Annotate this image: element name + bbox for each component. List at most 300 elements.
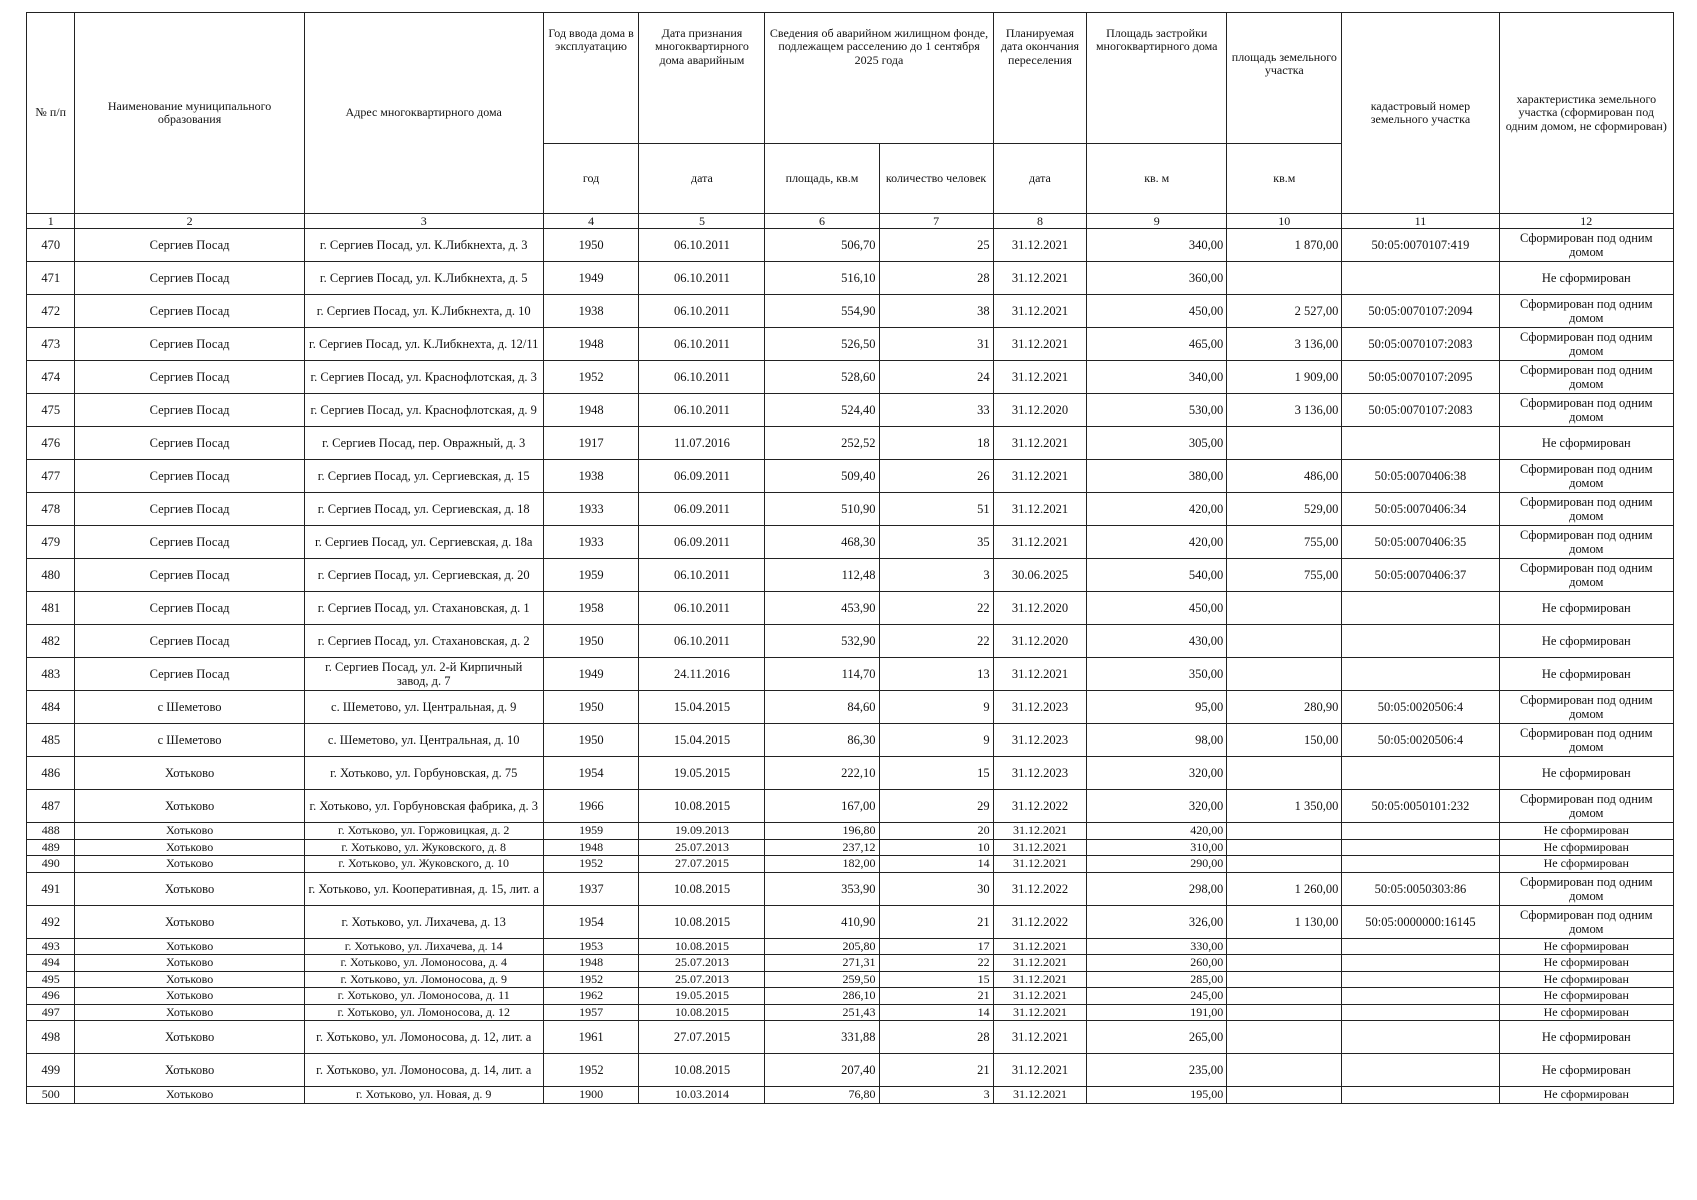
column-number: 4: [543, 214, 639, 229]
cell-area: 331,88: [765, 1021, 879, 1054]
cell-land-area: 1 909,00: [1227, 361, 1342, 394]
cell-cadastral-number: [1342, 1021, 1499, 1054]
cell-municipality: Хотьково: [75, 856, 304, 873]
table-row: [27, 526, 1674, 559]
column-number: 8: [993, 214, 1087, 229]
cell-address: г. Хотьково, ул. Ломоносова, д. 14, лит. а: [304, 1054, 543, 1087]
cell-building-area: 420,00: [1087, 823, 1227, 840]
cell-address: г. Хотьково, ул. Горбуновская, д. 75: [304, 757, 543, 790]
cell-area: 237,12: [765, 839, 879, 856]
header-emergency-fund: Сведения об аварийном жилищном фонде, подлежащем расселению до 1 сентября 2025 года: [765, 13, 993, 144]
cell-land-character: Сформирован под одним домом: [1499, 295, 1673, 328]
cell-land-character: Сформирован под одним домом: [1499, 328, 1673, 361]
cell-cadastral-number: [1342, 625, 1499, 658]
cell-address: г. Хотьково, ул. Новая, д. 9: [304, 1087, 543, 1104]
cell-people-count: 21: [879, 1054, 993, 1087]
cell-resettlement-end: 31.12.2021: [993, 938, 1087, 955]
cell-row-number: 490: [27, 856, 75, 873]
cell-resettlement-end: 31.12.2021: [993, 1021, 1087, 1054]
cell-year-built: 1949: [543, 658, 639, 691]
cell-people-count: 24: [879, 361, 993, 394]
cell-people-count: 15: [879, 757, 993, 790]
cell-land-area: [1227, 971, 1342, 988]
cell-emergency-date: 11.07.2016: [639, 427, 765, 460]
cell-people-count: 18: [879, 427, 993, 460]
cell-row-number: 500: [27, 1087, 75, 1104]
cell-address: г. Хотьково, ул. Жуковского, д. 10: [304, 856, 543, 873]
cell-row-number: 470: [27, 229, 75, 262]
cell-land-area: [1227, 757, 1342, 790]
cell-row-number: 484: [27, 691, 75, 724]
cell-cadastral-number: 50:05:0050101:232: [1342, 790, 1499, 823]
cell-emergency-date: 06.10.2011: [639, 229, 765, 262]
cell-address: г. Сергиев Посад, ул. Краснофлотская, д. 3: [304, 361, 543, 394]
cell-emergency-date: 25.07.2013: [639, 955, 765, 972]
cell-land-area: [1227, 625, 1342, 658]
cell-municipality: Хотьково: [75, 872, 304, 905]
cell-cadastral-number: [1342, 955, 1499, 972]
cell-emergency-date: 06.10.2011: [639, 625, 765, 658]
cell-row-number: 499: [27, 1054, 75, 1087]
cell-land-area: 1 870,00: [1227, 229, 1342, 262]
cell-year-built: 1950: [543, 625, 639, 658]
cell-row-number: 480: [27, 559, 75, 592]
cell-area: 286,10: [765, 988, 879, 1005]
table-row: [27, 1004, 1674, 1021]
cell-year-built: 1954: [543, 905, 639, 938]
cell-land-area: [1227, 658, 1342, 691]
cell-building-area: 320,00: [1087, 790, 1227, 823]
cell-address: г. Хотьково, ул. Ломоносова, д. 4: [304, 955, 543, 972]
cell-building-area: 450,00: [1087, 592, 1227, 625]
cell-municipality: Сергиев Посад: [75, 394, 304, 427]
header-cadastral: кадастровый номер земельного участка: [1342, 13, 1499, 214]
cell-land-character: Не сформирован: [1499, 625, 1673, 658]
cell-municipality: Хотьково: [75, 839, 304, 856]
cell-resettlement-end: 31.12.2020: [993, 592, 1087, 625]
cell-year-built: 1948: [543, 328, 639, 361]
cell-municipality: Хотьково: [75, 955, 304, 972]
cell-address: г. Сергиев Посад, ул. К.Либкнехта, д. 10: [304, 295, 543, 328]
cell-building-area: 420,00: [1087, 526, 1227, 559]
cell-address: г. Хотьково, ул. Горбуновская фабрика, д. 3: [304, 790, 543, 823]
cell-building-area: 195,00: [1087, 1087, 1227, 1104]
cell-row-number: 489: [27, 839, 75, 856]
cell-resettlement-end: 31.12.2021: [993, 839, 1087, 856]
cell-resettlement-end: 30.06.2025: [993, 559, 1087, 592]
cell-land-area: 755,00: [1227, 526, 1342, 559]
cell-land-character: Не сформирован: [1499, 757, 1673, 790]
cell-land-area: 1 260,00: [1227, 872, 1342, 905]
cell-address: г. Сергиев Посад, ул. К.Либкнехта, д. 5: [304, 262, 543, 295]
cell-building-area: 245,00: [1087, 988, 1227, 1005]
table-body: [27, 229, 1674, 1104]
cell-area: 506,70: [765, 229, 879, 262]
cell-address: г. Сергиев Посад, ул. Сергиевская, д. 18: [304, 493, 543, 526]
cell-address: г. Сергиев Посад, ул. К.Либкнехта, д. 12/11: [304, 328, 543, 361]
table-row: [27, 427, 1674, 460]
cell-land-character: Сформирован под одним домом: [1499, 526, 1673, 559]
table-row: [27, 229, 1674, 262]
cell-people-count: 38: [879, 295, 993, 328]
subheader-year: год: [543, 144, 639, 214]
cell-resettlement-end: 31.12.2020: [993, 394, 1087, 427]
cell-year-built: 1938: [543, 460, 639, 493]
cell-people-count: 30: [879, 872, 993, 905]
cell-municipality: Хотьково: [75, 971, 304, 988]
cell-municipality: Хотьково: [75, 757, 304, 790]
cell-address: г. Хотьково, ул. Лихачева, д. 13: [304, 905, 543, 938]
cell-municipality: Сергиев Посад: [75, 559, 304, 592]
cell-building-area: 360,00: [1087, 262, 1227, 295]
cell-resettlement-end: 31.12.2021: [993, 658, 1087, 691]
header-no: № п/п: [27, 13, 75, 214]
cell-address: г. Сергиев Посад, ул. Сергиевская, д. 20: [304, 559, 543, 592]
cell-resettlement-end: 31.12.2021: [993, 955, 1087, 972]
cell-municipality: Хотьково: [75, 1004, 304, 1021]
column-number: 11: [1342, 214, 1499, 229]
table-row: [27, 988, 1674, 1005]
cell-year-built: 1948: [543, 394, 639, 427]
cell-land-area: 1 350,00: [1227, 790, 1342, 823]
cell-people-count: 10: [879, 839, 993, 856]
table-row: [27, 559, 1674, 592]
cell-building-area: 330,00: [1087, 938, 1227, 955]
cell-building-area: 260,00: [1087, 955, 1227, 972]
cell-municipality: Сергиев Посад: [75, 625, 304, 658]
cell-land-character: Сформирован под одним домом: [1499, 872, 1673, 905]
cell-emergency-date: 06.10.2011: [639, 592, 765, 625]
cell-people-count: 21: [879, 988, 993, 1005]
cell-land-area: 1 130,00: [1227, 905, 1342, 938]
cell-people-count: 28: [879, 1021, 993, 1054]
cell-municipality: Хотьково: [75, 905, 304, 938]
cell-area: 410,90: [765, 905, 879, 938]
cell-area: 205,80: [765, 938, 879, 955]
subheader-building-sqm: кв. м: [1087, 144, 1227, 214]
cell-people-count: 14: [879, 1004, 993, 1021]
cell-resettlement-end: 31.12.2021: [993, 295, 1087, 328]
cell-municipality: Сергиев Посад: [75, 229, 304, 262]
cell-building-area: 350,00: [1087, 658, 1227, 691]
cell-year-built: 1959: [543, 823, 639, 840]
header-resettlement-end: Планируемая дата окончания переселения: [993, 13, 1087, 144]
cell-cadastral-number: 50:05:0070406:38: [1342, 460, 1499, 493]
cell-land-area: [1227, 955, 1342, 972]
cell-land-character: Не сформирован: [1499, 262, 1673, 295]
subheader-end-date: дата: [993, 144, 1087, 214]
cell-area: 167,00: [765, 790, 879, 823]
cell-address: г. Сергиев Посад, ул. 2-й Кирпичный завод, д. 7: [304, 658, 543, 691]
cell-area: 86,30: [765, 724, 879, 757]
cell-year-built: 1950: [543, 724, 639, 757]
subheader-land-sqm: кв.м: [1227, 144, 1342, 214]
emergency-housing-table: [26, 12, 1674, 1104]
cell-cadastral-number: 50:05:0070406:35: [1342, 526, 1499, 559]
cell-people-count: 31: [879, 328, 993, 361]
cell-land-character: Сформирован под одним домом: [1499, 905, 1673, 938]
cell-address: г. Сергиев Посад, ул. Сергиевская, д. 18а: [304, 526, 543, 559]
cell-people-count: 22: [879, 592, 993, 625]
cell-year-built: 1959: [543, 559, 639, 592]
cell-row-number: 494: [27, 955, 75, 972]
cell-row-number: 492: [27, 905, 75, 938]
cell-land-character: Не сформирован: [1499, 988, 1673, 1005]
cell-year-built: 1933: [543, 526, 639, 559]
cell-year-built: 1938: [543, 295, 639, 328]
cell-municipality: Сергиев Посад: [75, 526, 304, 559]
cell-land-area: [1227, 938, 1342, 955]
cell-emergency-date: 19.09.2013: [639, 823, 765, 840]
cell-emergency-date: 06.09.2011: [639, 526, 765, 559]
cell-resettlement-end: 31.12.2023: [993, 691, 1087, 724]
cell-municipality: с Шеметово: [75, 724, 304, 757]
cell-municipality: Сергиев Посад: [75, 295, 304, 328]
cell-address: г. Хотьково, ул. Ломоносова, д. 12: [304, 1004, 543, 1021]
cell-municipality: Сергиев Посад: [75, 460, 304, 493]
table-row: [27, 905, 1674, 938]
cell-municipality: Хотьково: [75, 938, 304, 955]
cell-cadastral-number: [1342, 592, 1499, 625]
table-row: [27, 328, 1674, 361]
cell-land-area: 3 136,00: [1227, 394, 1342, 427]
cell-cadastral-number: [1342, 988, 1499, 1005]
cell-area: 259,50: [765, 971, 879, 988]
cell-resettlement-end: 31.12.2021: [993, 971, 1087, 988]
cell-land-area: 280,90: [1227, 691, 1342, 724]
subheader-date: дата: [639, 144, 765, 214]
cell-building-area: 298,00: [1087, 872, 1227, 905]
cell-land-area: [1227, 1021, 1342, 1054]
cell-area: 251,43: [765, 1004, 879, 1021]
cell-resettlement-end: 31.12.2023: [993, 757, 1087, 790]
cell-emergency-date: 06.10.2011: [639, 295, 765, 328]
cell-cadastral-number: [1342, 856, 1499, 873]
cell-land-area: [1227, 856, 1342, 873]
cell-cadastral-number: 50:05:0020506:4: [1342, 724, 1499, 757]
cell-people-count: 21: [879, 905, 993, 938]
cell-cadastral-number: 50:05:0000000:16145: [1342, 905, 1499, 938]
cell-people-count: 22: [879, 625, 993, 658]
cell-year-built: 1953: [543, 938, 639, 955]
cell-emergency-date: 06.10.2011: [639, 394, 765, 427]
table-row: [27, 757, 1674, 790]
table-header: [27, 13, 1674, 229]
cell-building-area: 530,00: [1087, 394, 1227, 427]
cell-cadastral-number: [1342, 1054, 1499, 1087]
cell-resettlement-end: 31.12.2021: [993, 493, 1087, 526]
cell-emergency-date: 06.10.2011: [639, 559, 765, 592]
column-number: 1: [27, 214, 75, 229]
cell-land-area: [1227, 839, 1342, 856]
cell-resettlement-end: 31.12.2021: [993, 988, 1087, 1005]
cell-row-number: 491: [27, 872, 75, 905]
cell-cadastral-number: [1342, 1004, 1499, 1021]
cell-row-number: 478: [27, 493, 75, 526]
cell-row-number: 497: [27, 1004, 75, 1021]
cell-year-built: 1937: [543, 872, 639, 905]
cell-area: 516,10: [765, 262, 879, 295]
cell-resettlement-end: 31.12.2021: [993, 460, 1087, 493]
cell-land-character: Не сформирован: [1499, 427, 1673, 460]
cell-area: 182,00: [765, 856, 879, 873]
header-address: Адрес многоквартирного дома: [304, 13, 543, 214]
cell-emergency-date: 10.08.2015: [639, 905, 765, 938]
cell-area: 453,90: [765, 592, 879, 625]
cell-year-built: 1952: [543, 361, 639, 394]
table-row: [27, 262, 1674, 295]
cell-year-built: 1933: [543, 493, 639, 526]
cell-resettlement-end: 31.12.2021: [993, 361, 1087, 394]
cell-cadastral-number: [1342, 757, 1499, 790]
table-row: [27, 592, 1674, 625]
cell-address: г. Хотьково, ул. Ломоносова, д. 11: [304, 988, 543, 1005]
cell-resettlement-end: 31.12.2021: [993, 1004, 1087, 1021]
cell-row-number: 481: [27, 592, 75, 625]
cell-resettlement-end: 31.12.2021: [993, 427, 1087, 460]
cell-area: 532,90: [765, 625, 879, 658]
cell-emergency-date: 10.08.2015: [639, 1054, 765, 1087]
table-row: [27, 1021, 1674, 1054]
cell-land-character: Сформирован под одним домом: [1499, 790, 1673, 823]
cell-emergency-date: 10.08.2015: [639, 1004, 765, 1021]
cell-building-area: 98,00: [1087, 724, 1227, 757]
cell-land-character: Не сформирован: [1499, 658, 1673, 691]
cell-emergency-date: 10.08.2015: [639, 872, 765, 905]
cell-emergency-date: 24.11.2016: [639, 658, 765, 691]
cell-row-number: 486: [27, 757, 75, 790]
table-row: [27, 955, 1674, 972]
column-number: 3: [304, 214, 543, 229]
cell-land-area: [1227, 592, 1342, 625]
cell-address: г. Сергиев Посад, ул. Стахановская, д. 1: [304, 592, 543, 625]
cell-municipality: Хотьково: [75, 988, 304, 1005]
cell-row-number: 482: [27, 625, 75, 658]
cell-row-number: 487: [27, 790, 75, 823]
column-number-row: [27, 214, 1674, 229]
cell-land-character: Сформирован под одним домом: [1499, 460, 1673, 493]
cell-municipality: Хотьково: [75, 1021, 304, 1054]
cell-people-count: 9: [879, 691, 993, 724]
cell-building-area: 465,00: [1087, 328, 1227, 361]
cell-land-area: [1227, 823, 1342, 840]
cell-land-character: Не сформирован: [1499, 1004, 1673, 1021]
subheader-people: количество человек: [879, 144, 993, 214]
cell-land-area: 3 136,00: [1227, 328, 1342, 361]
table-row: [27, 823, 1674, 840]
cell-building-area: 320,00: [1087, 757, 1227, 790]
cell-address: г. Хотьково, ул. Ломоносова, д. 12, лит. а: [304, 1021, 543, 1054]
cell-cadastral-number: [1342, 658, 1499, 691]
cell-land-character: Сформирован под одним домом: [1499, 493, 1673, 526]
table-row: [27, 691, 1674, 724]
cell-municipality: Сергиев Посад: [75, 658, 304, 691]
cell-emergency-date: 15.04.2015: [639, 724, 765, 757]
cell-people-count: 25: [879, 229, 993, 262]
cell-year-built: 1957: [543, 1004, 639, 1021]
cell-land-character: Не сформирован: [1499, 839, 1673, 856]
cell-emergency-date: 10.03.2014: [639, 1087, 765, 1104]
cell-area: 524,40: [765, 394, 879, 427]
cell-building-area: 310,00: [1087, 839, 1227, 856]
cell-year-built: 1950: [543, 229, 639, 262]
cell-cadastral-number: [1342, 262, 1499, 295]
cell-address: г. Хотьково, ул. Горжовицкая, д. 2: [304, 823, 543, 840]
cell-land-character: Не сформирован: [1499, 1021, 1673, 1054]
cell-people-count: 26: [879, 460, 993, 493]
cell-year-built: 1962: [543, 988, 639, 1005]
cell-year-built: 1950: [543, 691, 639, 724]
table-row: [27, 1054, 1674, 1087]
cell-resettlement-end: 31.12.2021: [993, 1054, 1087, 1087]
cell-resettlement-end: 31.12.2022: [993, 790, 1087, 823]
cell-row-number: 496: [27, 988, 75, 1005]
cell-cadastral-number: [1342, 1087, 1499, 1104]
cell-area: 528,60: [765, 361, 879, 394]
cell-land-area: 2 527,00: [1227, 295, 1342, 328]
table-row: [27, 856, 1674, 873]
header-municipality: Наименование муниципального образования: [75, 13, 304, 214]
cell-land-character: Сформирован под одним домом: [1499, 691, 1673, 724]
column-number: 12: [1499, 214, 1673, 229]
cell-building-area: 235,00: [1087, 1054, 1227, 1087]
header-emergency-date: Дата признания многоквартирного дома аварийным: [639, 13, 765, 144]
cell-people-count: 29: [879, 790, 993, 823]
cell-resettlement-end: 31.12.2021: [993, 1087, 1087, 1104]
cell-building-area: 540,00: [1087, 559, 1227, 592]
cell-municipality: с Шеметово: [75, 691, 304, 724]
cell-municipality: Сергиев Посад: [75, 328, 304, 361]
column-number: 9: [1087, 214, 1227, 229]
cell-building-area: 191,00: [1087, 1004, 1227, 1021]
cell-row-number: 476: [27, 427, 75, 460]
cell-area: 468,30: [765, 526, 879, 559]
cell-row-number: 472: [27, 295, 75, 328]
cell-people-count: 51: [879, 493, 993, 526]
cell-address: с. Шеметово, ул. Центральная, д. 9: [304, 691, 543, 724]
cell-emergency-date: 27.07.2015: [639, 856, 765, 873]
cell-area: 554,90: [765, 295, 879, 328]
cell-address: г. Хотьково, ул. Кооперативная, д. 15, лит. а: [304, 872, 543, 905]
cell-emergency-date: 06.09.2011: [639, 460, 765, 493]
cell-building-area: 285,00: [1087, 971, 1227, 988]
cell-municipality: Сергиев Посад: [75, 361, 304, 394]
cell-row-number: 471: [27, 262, 75, 295]
cell-emergency-date: 10.08.2015: [639, 938, 765, 955]
header-land-character: характеристика земельного участка (сформирован под одним домом, не сформирован): [1499, 13, 1673, 214]
table-row: [27, 971, 1674, 988]
cell-area: 353,90: [765, 872, 879, 905]
cell-row-number: 477: [27, 460, 75, 493]
cell-emergency-date: 06.10.2011: [639, 262, 765, 295]
cell-building-area: 340,00: [1087, 361, 1227, 394]
table-row: [27, 361, 1674, 394]
cell-land-area: 150,00: [1227, 724, 1342, 757]
cell-cadastral-number: [1342, 823, 1499, 840]
cell-resettlement-end: 31.12.2021: [993, 262, 1087, 295]
cell-land-character: Сформирован под одним домом: [1499, 559, 1673, 592]
cell-cadastral-number: 50:05:0070406:37: [1342, 559, 1499, 592]
cell-area: 222,10: [765, 757, 879, 790]
cell-municipality: Хотьково: [75, 1087, 304, 1104]
cell-area: 207,40: [765, 1054, 879, 1087]
cell-area: 510,90: [765, 493, 879, 526]
cell-address: г. Хотьково, ул. Ломоносова, д. 9: [304, 971, 543, 988]
cell-people-count: 3: [879, 1087, 993, 1104]
cell-people-count: 20: [879, 823, 993, 840]
cell-year-built: 1948: [543, 839, 639, 856]
cell-land-area: [1227, 1004, 1342, 1021]
